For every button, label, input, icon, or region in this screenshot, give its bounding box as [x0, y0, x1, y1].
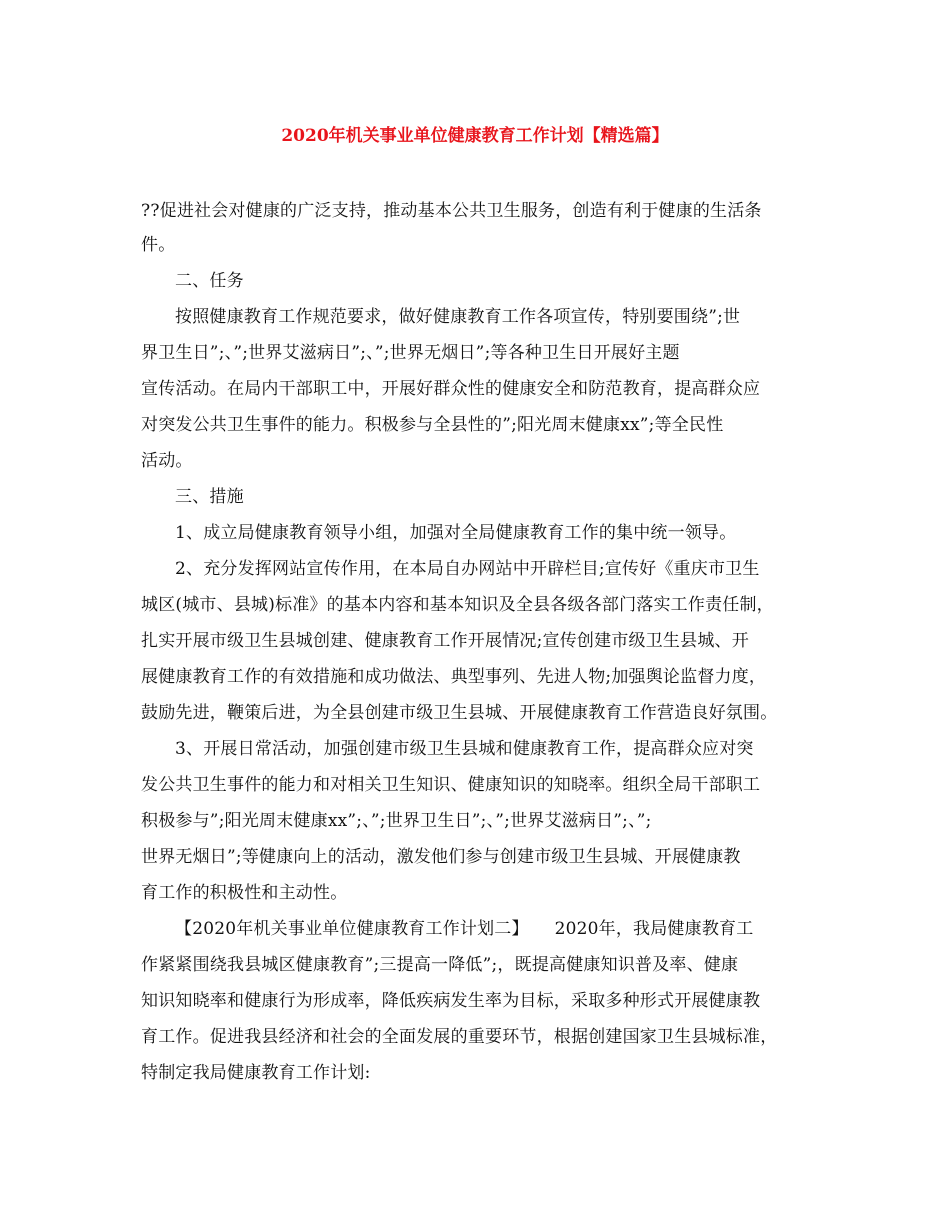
text-line: 特制定我局健康教育工作计划: [141, 1063, 371, 1083]
text-line: 3、开展日常活动，加强创建市级卫生县城和健康教育工作，提高群众应对突 [175, 739, 754, 759]
text-line: 育工作。促进我县经济和社会的全面发展的重要环节，根据创建国家卫生县城标准， [141, 1027, 778, 1047]
text-line: 按照健康教育工作规范要求，做好健康教育工作各项宣传，特别要围绕”;世 [175, 307, 741, 327]
text-line: 育工作的积极性和主动性。 [141, 883, 348, 903]
text-line: ??促进社会对健康的广泛支持，推动基本公共卫生服务，创造有利于健康的生活条 [141, 201, 762, 221]
text-line: 活动。 [141, 451, 193, 471]
text-line: 2、充分发挥网站宣传作用，在本局自办网站中开辟栏目;宣传好《重庆市卫生 [175, 559, 760, 579]
text-line: 展健康教育工作的有效措施和成功做法、典型事列、先进人物;加强舆论监督力度， [141, 667, 767, 687]
text-line: 件。 [141, 235, 176, 255]
text-line: 【2020年机关事业单位健康教育工作计划二】 2020年，我局健康教育工 [175, 919, 754, 939]
text-line: 积极参与”;阳光周末健康xx”;、”;世界卫生日”;、”;世界艾滋病日”;、”; [141, 811, 652, 831]
text-line: 扎实开展市级卫生县城创建、健康教育工作开展情况;宣传创建市级卫生县城、开 [141, 631, 749, 651]
text-line: 界卫生日”;、”;世界艾滋病日”;、”;世界无烟日”;等各种卫生日开展好主题 [141, 343, 680, 363]
section-heading: 三、措施 [175, 487, 244, 507]
text-line: 对突发公共卫生事件的能力。积极参与全县性的”;阳光周末健康xx”;等全民性 [141, 415, 724, 435]
section-heading: 二、任务 [175, 271, 244, 291]
text-line: 世界无烟日”;等健康向上的活动，激发他们参与创建市级卫生县城、开展健康教 [141, 847, 741, 867]
text-line: 鼓励先进，鞭策后进，为全县创建市级卫生县城、开展健康教育工作营造良好氛围。 [141, 703, 778, 723]
text-line: 发公共卫生事件的能力和对相关卫生知识、健康知识的知晓率。组织全局干部职工 [141, 775, 761, 795]
text-line: 宣传活动。在局内干部职工中，开展好群众性的健康安全和防范教育，提高群众应 [141, 379, 761, 399]
text-line: 知识知晓率和健康行为形成率，降低疾病发生率为目标，采取多种形式开展健康教 [141, 991, 761, 1011]
text-line: 城区(城市、县城)标准》的基本内容和基本知识及全县各级各部门落实工作责任制， [141, 595, 774, 615]
document-title: 2020年机关事业单位健康教育工作计划【精选篇】 [281, 126, 669, 146]
text-line: 1、成立局健康教育领导小组，加强对全局健康教育工作的集中统一领导。 [175, 523, 737, 543]
text-line: 作紧紧围绕我县城区健康教育”;三提高一降低”;，既提高健康知识普及率、健康 [141, 955, 739, 975]
